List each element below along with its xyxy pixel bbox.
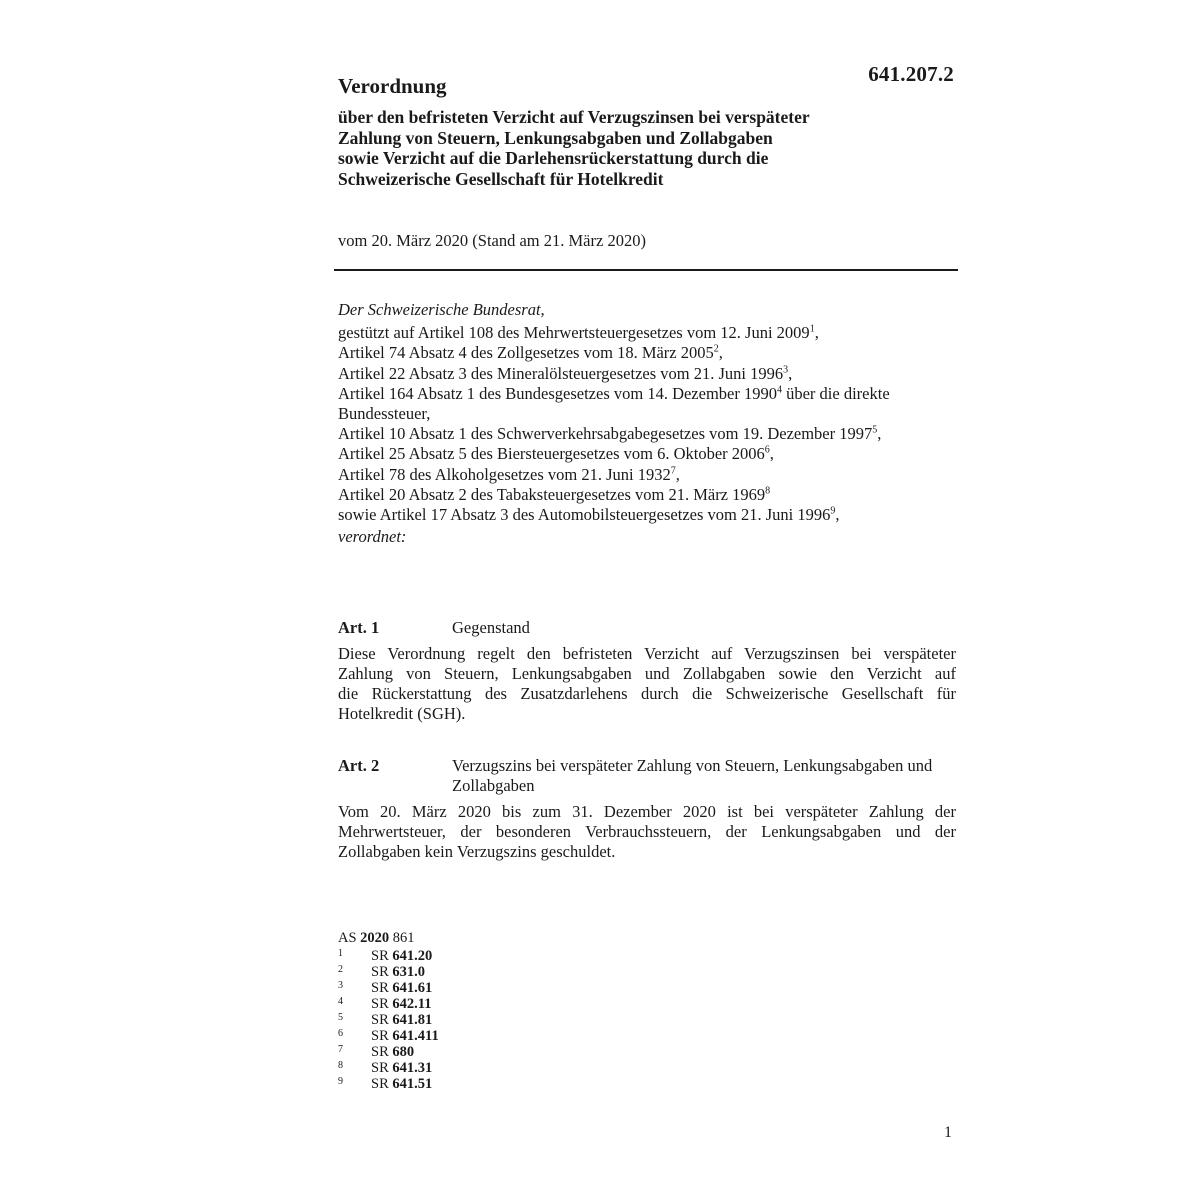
footnote-sr-link[interactable]: 680 (392, 1044, 415, 1060)
footnote-sr-link[interactable]: 641.31 (392, 1060, 433, 1076)
preamble-authority: Der Schweizerische Bundesrat, (338, 300, 545, 319)
footnote-item (338, 1028, 439, 1044)
article-body-line: Zollabgaben kein Verzugszins geschuldet. (338, 842, 616, 862)
footnote-prefix: SR (371, 1076, 389, 1092)
footnote-sr-link[interactable]: 641.411 (392, 1028, 439, 1044)
preamble-basis-line (338, 444, 958, 464)
footnote-prefix: SR (371, 1012, 389, 1028)
page-number: 1 (944, 1124, 952, 1141)
footnote-number: 3 (338, 980, 343, 991)
subtitle-line: Zahlung von Steuern, Lenkungsabgaben und Zollabgaben (338, 127, 773, 148)
footnote-sr-link[interactable]: 641.61 (392, 980, 433, 996)
document-page (338, 0, 958, 1200)
date-line: vom 20. März 2020 (Stand am 21. März 2020) (338, 231, 646, 250)
footnote-sr-link[interactable]: 641.81 (392, 1012, 433, 1028)
basis-text-after: über die direkte (781, 383, 890, 403)
header-divider (334, 269, 958, 271)
footnote-text (371, 1044, 414, 1060)
footnote-item (338, 948, 439, 964)
preamble-basis-line (338, 404, 958, 424)
footnote-number: 6 (338, 1028, 343, 1039)
footnote-item (338, 1012, 439, 1028)
basis-text-after: , (718, 343, 723, 363)
article-1 (338, 618, 956, 724)
footnote-text (371, 1060, 432, 1076)
footnote-marker[interactable]: 2 (713, 343, 719, 355)
document-subtitle (338, 107, 938, 189)
footnote-item (338, 996, 439, 1012)
preamble-basis-line (338, 364, 958, 384)
basis-text-after: , (769, 444, 774, 464)
article-heading (338, 756, 956, 796)
preamble-basis-line (338, 424, 958, 444)
as-year: 2020 (360, 930, 390, 946)
preamble-basis-line (338, 465, 958, 485)
article-body (338, 802, 956, 862)
footnote-item (338, 980, 439, 996)
basis-text: Artikel 22 Absatz 3 des Mineralölsteuergesetzes vom 21. Juni 1996 (338, 363, 784, 383)
footnote-number: 2 (338, 964, 343, 975)
basis-text-after: , (788, 363, 793, 383)
footnote-text (371, 1012, 432, 1028)
footnote-text (371, 996, 431, 1012)
article-body (338, 644, 956, 724)
footnote-prefix: SR (371, 948, 389, 964)
article-title: Verzugszins bei verspäteter Zahlung von Steuern, Lenkungsabgaben und Zollabgaben (452, 756, 933, 796)
preamble-basis-list (338, 323, 958, 525)
preamble (338, 300, 958, 547)
article-number: Art. 2 (338, 756, 380, 775)
as-prefix: AS (338, 930, 357, 946)
document-title: Verordnung (338, 74, 447, 98)
footnote-prefix: SR (371, 980, 389, 996)
basis-text: Artikel 78 des Alkoholgesetzes vom 21. Juni 1932 (338, 464, 671, 484)
as-page: 861 (392, 930, 415, 946)
basis-text: Bundessteuer, (338, 404, 431, 424)
footnote-item (338, 1060, 439, 1076)
footnote-number: 5 (338, 1012, 343, 1023)
footnote-sr-link[interactable]: 631.0 (392, 964, 425, 980)
footnote-sr-link[interactable]: 641.51 (392, 1076, 433, 1092)
footnote-marker[interactable]: 7 (670, 465, 676, 477)
footnote-item (338, 1076, 439, 1092)
article-body-line: die Rückerstattung des Zusatzdarlehens durch die Schweizerische Gesellschaft für (338, 684, 956, 704)
footnote-marker[interactable]: 9 (830, 505, 836, 517)
official-compilation-ref (338, 930, 439, 946)
preamble-basis-line (338, 323, 958, 343)
footnote-marker[interactable]: 3 (783, 364, 789, 376)
footnote-prefix: SR (371, 1060, 389, 1076)
footnote-sr-link[interactable]: 641.20 (392, 948, 433, 964)
basis-text: Artikel 74 Absatz 4 des Zollgesetzes vom 18. März 2005 (338, 343, 714, 363)
footnote-item (338, 964, 439, 980)
subtitle-line: Schweizerische Gesellschaft für Hotelkredit (338, 168, 664, 189)
basis-text: Artikel 25 Absatz 5 des Biersteuergesetzes vom 6. Oktober 2006 (338, 444, 765, 464)
footnote-marker[interactable]: 5 (872, 424, 878, 436)
footnote-number: 1 (338, 948, 343, 959)
article-body-line: Mehrwertsteuer, der besonderen Verbrauchssteuern, der Lenkungsabgaben und der (338, 822, 956, 842)
footnote-item (338, 1044, 439, 1060)
basis-text: Artikel 10 Absatz 1 des Schwerverkehrsabgabegesetzes vom 19. Dezember 1997 (338, 424, 873, 444)
article-number: Art. 1 (338, 618, 380, 637)
footnote-number: 8 (338, 1060, 343, 1071)
footnote-number: 4 (338, 996, 343, 1007)
article-heading (338, 618, 956, 638)
preamble-basis-line (338, 485, 958, 505)
basis-text-after: , (814, 323, 819, 343)
basis-text: Artikel 20 Absatz 2 des Tabaksteuergesetzes vom 21. März 1969 (338, 484, 766, 504)
footnote-number: 9 (338, 1076, 343, 1087)
preamble-basis-line (338, 505, 958, 525)
preamble-basis-line (338, 384, 958, 404)
article-body-line: Vom 20. März 2020 bis zum 31. Dezember 2020 ist bei verspäteter Zahlung der (338, 802, 956, 822)
subtitle-line: sowie Verzicht auf die Darlehensrückerstattung durch die (338, 148, 769, 168)
footnote-text (371, 964, 425, 980)
footnote-marker[interactable]: 4 (776, 384, 782, 396)
footnote-prefix: SR (371, 996, 389, 1012)
basis-text-after: , (675, 464, 680, 484)
footnote-sr-link[interactable]: 642.11 (392, 996, 432, 1012)
article-body-line: Hotelkredit (SGH). (338, 704, 466, 724)
footnote-marker[interactable]: 1 (809, 323, 815, 335)
footnote-text (371, 1028, 439, 1044)
footnote-marker[interactable]: 6 (764, 444, 770, 456)
basis-text: sowie Artikel 17 Absatz 3 des Automobilsteuergesetzes vom 21. Juni 1996 (338, 505, 831, 525)
footnotes (338, 930, 439, 1092)
footnote-text (371, 948, 432, 964)
basis-text: gestützt auf Artikel 108 des Mehrwertsteuergesetzes vom 12. Juni 2009 (338, 323, 810, 343)
basis-text: Artikel 164 Absatz 1 des Bundesgesetzes vom 14. Dezember 1990 (338, 383, 777, 403)
footnote-text (371, 980, 432, 996)
article-title: Gegenstand (452, 618, 530, 637)
basis-text-after: , (877, 424, 882, 444)
article-2 (338, 756, 956, 862)
footnote-text (371, 1076, 432, 1092)
footnote-prefix: SR (371, 1044, 389, 1060)
basis-text-after: , (835, 505, 840, 525)
footnote-list (338, 948, 439, 1092)
sr-number: 641.207.2 (868, 62, 954, 86)
footnote-prefix: SR (371, 964, 389, 980)
preamble-basis-line (338, 343, 958, 363)
subtitle-line: über den befristeten Verzicht auf Verzugszinsen bei verspäteter (338, 107, 810, 127)
preamble-verordnet: verordnet: (338, 527, 407, 547)
footnote-prefix: SR (371, 1028, 389, 1044)
footnote-marker[interactable]: 8 (765, 485, 771, 497)
article-body-line: Zahlung von Steuern, Lenkungsabgaben und Zollabgaben sowie den Verzicht auf (338, 664, 956, 684)
footnote-number: 7 (338, 1044, 343, 1055)
article-body-line: Diese Verordnung regelt den befristeten Verzicht auf Verzugszinsen bei verspäteter (338, 644, 956, 664)
